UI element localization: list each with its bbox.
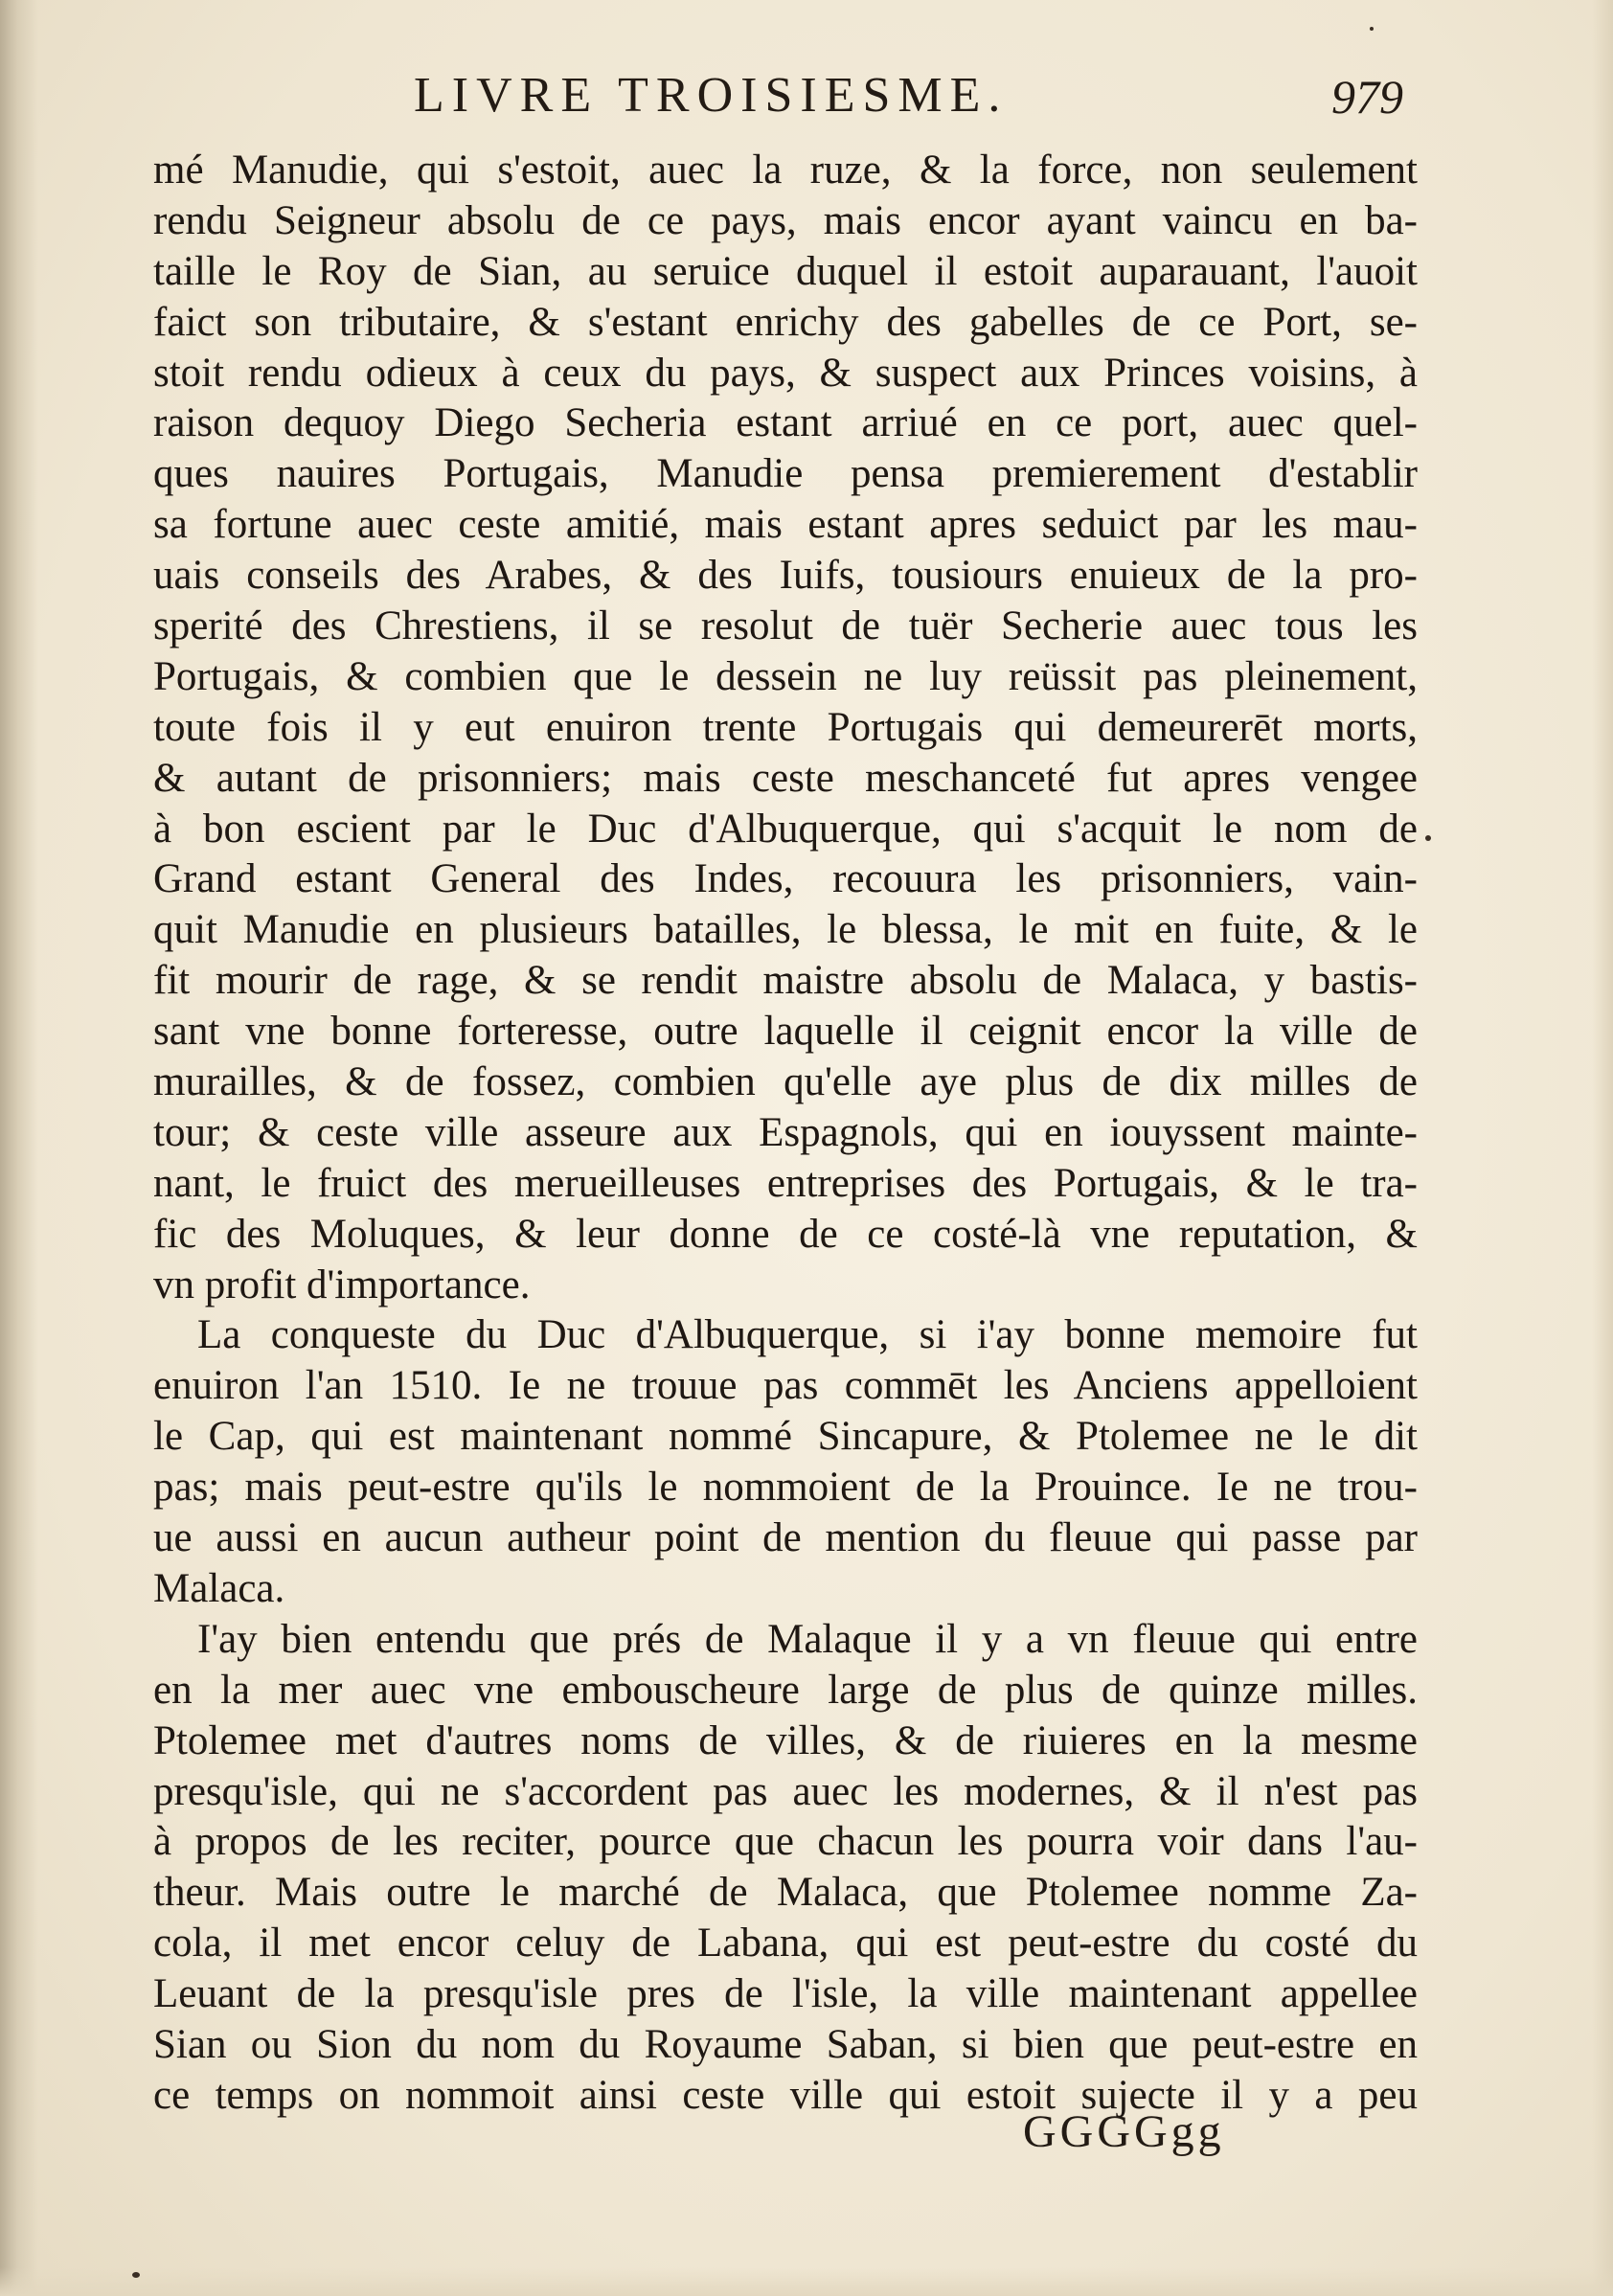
text-line: en la mer auec vne embouscheure large de plus de quinze milles. <box>153 1667 1418 1713</box>
ink-speck <box>1370 27 1374 31</box>
ink-speck <box>1425 835 1431 841</box>
body-text <box>153 146 1418 2122</box>
text-line: Grand estant General des Indes, recouura les prisonniers, vain- <box>153 856 1418 902</box>
text-line: le Cap, qui est maintenant nommé Sincapure, & Ptolemee ne le dit <box>153 1414 1418 1460</box>
text-line: I'ay bien entendu que prés de Malaque il y a vn fleuue qui entre <box>197 1616 1418 1662</box>
text-line: Leuant de la presqu'isle pres de l'isle, la ville maintenant appellee <box>153 1971 1418 2017</box>
text-line: ue aussi en aucun autheur point de mention du fleuue qui passe par <box>153 1515 1418 1561</box>
paragraph <box>153 1615 1418 2122</box>
text-line: La conqueste du Duc d'Albuquerque, si i'ay bonne memoire fut <box>197 1312 1418 1358</box>
paragraph <box>153 1310 1418 1614</box>
signature-mark: GGGGgg <box>1023 2106 1225 2157</box>
text-line: rendu Seigneur absolu de ce pays, mais encor ayant vaincu en ba- <box>153 197 1418 243</box>
page-right-edge <box>1592 0 1613 2296</box>
text-line: mé Manudie, qui s'estoit, auec la ruze, & la force, non seulement <box>153 148 1418 193</box>
page-bottom-edge <box>0 2267 1613 2296</box>
binding-gutter-shadow <box>0 0 38 2296</box>
text-line: & autant de prisonniers; mais ceste meschanceté fut apres vengee <box>153 755 1418 801</box>
running-head: LIVRE TROISIESME. <box>414 68 1009 123</box>
text-line: nant, le fruict des merueilleuses entreprises des Portugais, & le tra- <box>153 1160 1418 1206</box>
text-line: sperité des Chrestiens, il se resolut de tuër Secherie auec tous les <box>153 603 1418 649</box>
ink-speck <box>132 2272 140 2278</box>
text-line: theur. Mais outre le marché de Malaca, que Ptolemee nomme Za- <box>153 1870 1418 1916</box>
text-line: quit Manudie en plusieurs batailles, le blessa, le mit en fuite, & le <box>153 907 1418 953</box>
text-line: murailles, & de fossez, combien qu'elle aye plus de dix milles de <box>153 1059 1418 1105</box>
text-line: presqu'isle, qui ne s'accordent pas auec les modernes, & il n'est pas <box>153 1768 1418 1814</box>
text-line: enuiron l'an 1510. Ie ne trouue pas commēt les Anciens appelloient <box>153 1363 1418 1409</box>
text-line: à bon escient par le Duc d'Albuquerque, qui s'acquit le nom de <box>153 806 1418 852</box>
text-line: ce temps on nommoit ainsi ceste ville qui estoit sujecte il y a peu <box>153 2072 1418 2118</box>
text-line: fic des Moluques, & leur donne de ce costé-là vne reputation, & <box>153 1211 1418 1257</box>
text-line: ques nauires Portugais, Manudie pensa premierement d'establir <box>153 451 1418 497</box>
page-number: 979 <box>1331 70 1403 124</box>
text-line: sant vne bonne forteresse, outre laquelle il ceignit encor la ville de <box>153 1009 1418 1055</box>
text-line: raison dequoy Diego Secheria estant arriué en ce port, auec quel- <box>153 400 1418 446</box>
text-line: sa fortune auec ceste amitié, mais estant apres seduict par les mau- <box>153 502 1418 548</box>
text-line: uais conseils des Arabes, & des Iuifs, tousiours enuieux de la pro- <box>153 553 1418 599</box>
text-line: taille le Roy de Sian, au seruice duquel il estoit auparauant, l'auoit <box>153 248 1418 294</box>
paragraph <box>153 146 1418 1310</box>
page-header <box>0 57 1613 144</box>
text-line: stoit rendu odieux à ceux du pays, & suspect aux Princes voisins, à <box>153 350 1418 396</box>
text-line: faict son tributaire, & s'estant enrichy des gabelles de ce Port, se- <box>153 299 1418 345</box>
text-line: tour; & ceste ville asseure aux Espagnols, qui en iouyssent mainte- <box>153 1109 1418 1155</box>
text-line: fit mourir de rage, & se rendit maistre absolu de Malaca, y bastis- <box>153 958 1418 1004</box>
text-line: vn profit d'importance. <box>153 1262 531 1307</box>
text-line: à propos de les reciter, pource que chacun les pourra voir dans l'au- <box>153 1819 1418 1865</box>
text-line: Portugais, & combien que le dessein ne luy reüssit pas pleinement, <box>153 653 1418 699</box>
text-line: Ptolemee met d'autres noms de villes, & de riuieres en la mesme <box>153 1717 1418 1763</box>
text-line: pas; mais peut-estre qu'ils le nommoient de la Prouince. Ie ne trou- <box>153 1465 1418 1511</box>
text-line: Malaca. <box>153 1565 285 1611</box>
text-line: toute fois il y eut enuiron trente Portugais qui demeurerēt morts, <box>153 704 1418 750</box>
text-line: cola, il met encor celuy de Labana, qui est peut-estre du costé du <box>153 1921 1418 1966</box>
text-line: Sian ou Sion du nom du Royaume Saban, si bien que peut-estre en <box>153 2021 1418 2067</box>
